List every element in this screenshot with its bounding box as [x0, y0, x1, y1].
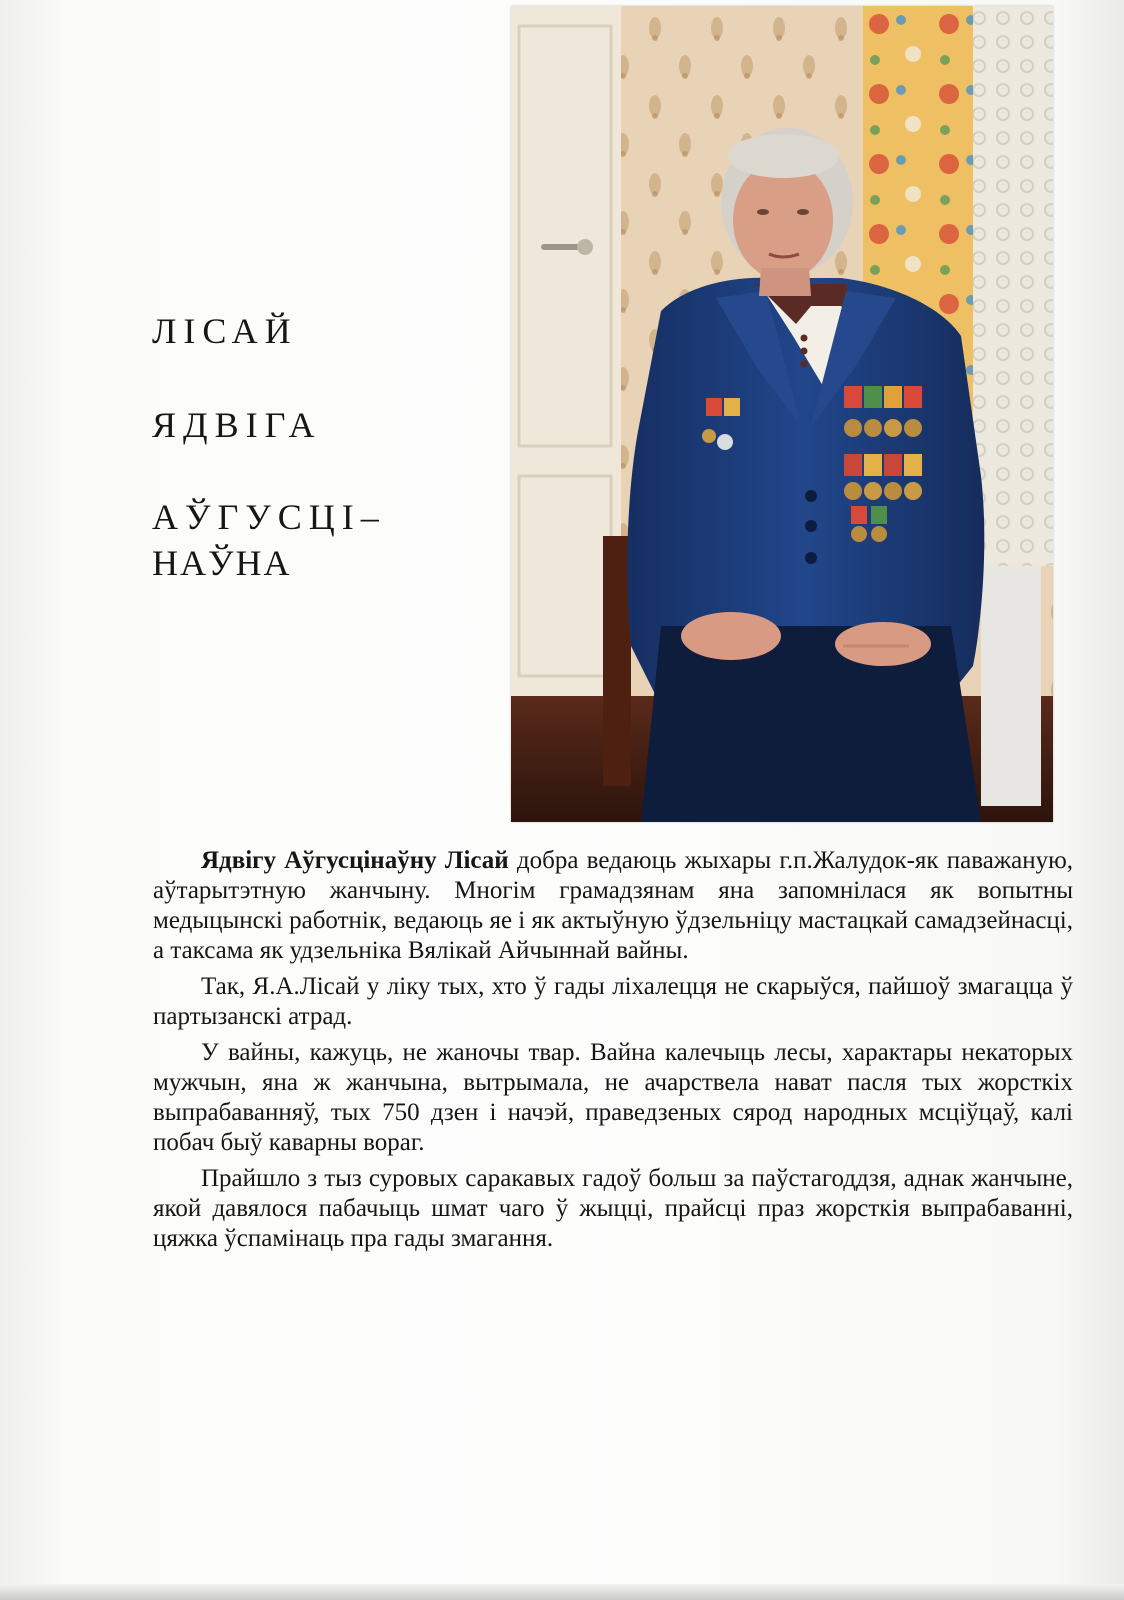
paragraph-1-text: добра ведаюць жыхары г.п.Жалудок-як паважаную, аўтарытэтную жанчыну. Многім грамадзянам яна запомнілася як вопытны медыцынскі работнік, ведаюць яе і як актыўную ўдзельніцу мастацкай самадзейнасці, а таксама як удзельніка Вялікай Айчыннай вайны. [153, 847, 1073, 964]
paragraph-1 [153, 846, 1073, 966]
paragraph-3: У вайны, кажуць, не жаночы твар. Вайна калечыць лесы, характары некаторых мужчын, яна ж жанчына, вытрымала, не ачарствела нават пасля тых жорсткіх выпрабаванняў, тых 750 дзен і начэй, праведзеных сярод народных мсціўцаў, калі побач быў каварны вораг. [153, 1039, 1073, 1156]
portrait-photo [511, 6, 1053, 822]
surname-line: ЛІСАЙ [152, 311, 298, 351]
biography-text [153, 846, 1073, 1254]
paragraph-2: Так, Я.А.Лісай у ліку тых, хто ў гады ліхалецця не скарыўся, пайшоў змагацца ў партызанскі атрад. [153, 973, 1073, 1030]
paragraph-4: Прайшло з тыз суровых саракавых гадоў больш за паўстагоддзя, аднак жанчыне, якой давялося пабачыць шмат чаго ў жыцці, прайсці праз жорсткія выпрабаванні, цяжка ўспамінаць пра гады змагання. [153, 1165, 1073, 1252]
first-name-line: ЯДВІГА [152, 405, 322, 445]
bold-name-lead: Ядвігу Аўгусцінаўну Лісай [201, 847, 509, 874]
patronymic-line-2: НАЎНА [152, 543, 292, 583]
page-bottom-edge [0, 1584, 1124, 1600]
patronymic-line-1: АЎГУСЦІ– [152, 497, 386, 537]
